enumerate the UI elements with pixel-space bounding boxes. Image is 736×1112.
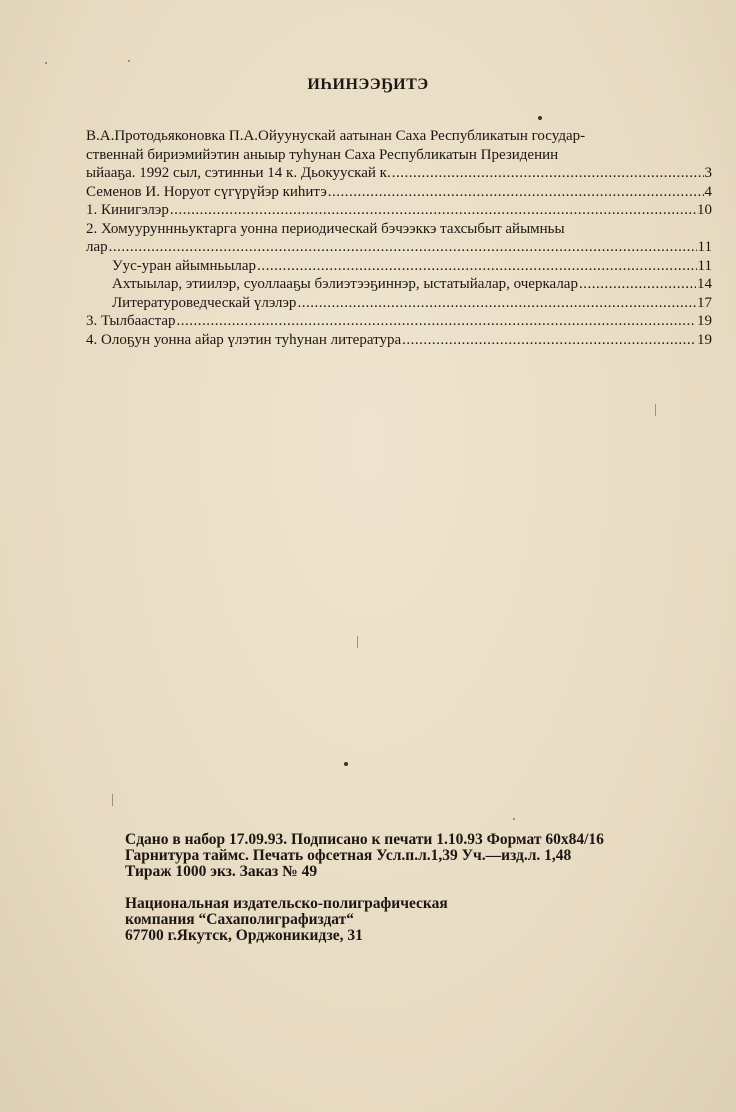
toc-page-number: 19	[697, 313, 712, 329]
toc-entry	[86, 201, 712, 220]
toc-entry-title: Семенов И. Норуот сүгүрүйэр киһитэ	[86, 183, 327, 200]
imprint-print-details	[125, 832, 685, 880]
imprint-publisher	[125, 896, 685, 944]
toc-entry-title: Уус-уран айымньылар	[112, 257, 257, 274]
speck	[45, 62, 47, 64]
toc-entry	[86, 275, 712, 294]
page-title: ИҺИНЭЭҔИТЭ	[307, 76, 429, 93]
speck	[538, 116, 542, 120]
imprint-line: Национальная издательско-полиграфическая	[125, 895, 448, 912]
speck	[344, 762, 348, 766]
imprint-line: компания “Сахаполиграфиздат“	[125, 911, 354, 928]
toc-entry-title: 4. Олоҕун уонна айар үлэтин туһунан литература	[86, 331, 402, 348]
table-of-contents	[86, 127, 712, 349]
imprint	[125, 832, 685, 960]
toc-page-number: 10	[697, 202, 712, 218]
speck	[513, 818, 515, 820]
toc-page-number: 19	[697, 331, 712, 348]
toc-entry	[86, 294, 712, 313]
imprint-line: Сдано в набор 17.09.93. Подписано к печати 1.10.93 Формат 60х84/16	[125, 831, 604, 848]
imprint-line: Тираж 1000 экз. Заказ № 49	[125, 863, 318, 880]
speck	[128, 60, 130, 62]
toc-entry	[86, 257, 712, 276]
toc-page-number: 14	[697, 276, 712, 292]
toc-entry-title: 3. Тылбаастар	[86, 313, 176, 329]
toc-entry-title: лар	[86, 239, 108, 255]
dot-leader	[402, 331, 696, 350]
dot-leader	[328, 183, 704, 202]
toc-page-number: 11	[697, 239, 712, 255]
imprint-line: 67700 г.Якутск, Орджоникидзе, 31	[125, 927, 363, 944]
toc-entry	[86, 312, 712, 331]
dot-leader	[392, 164, 704, 183]
toc-entry	[86, 183, 712, 202]
toc-entry-title: 1. Кинигэлэр	[86, 202, 169, 218]
toc-entry	[86, 331, 712, 350]
toc-entry	[86, 127, 712, 183]
toc-entry-line: В.А.Протодьяконовка П.А.Ойуунускай аатынан Саха Республикатын государ-	[86, 128, 586, 144]
toc-entry-line: ственнай бириэмийэтин аныыр туһунан Саха Республикатын Президенин	[86, 146, 559, 163]
toc-page-number: 4	[704, 183, 712, 200]
speck	[112, 794, 113, 806]
dot-leader	[109, 238, 697, 257]
speck	[357, 636, 358, 648]
dot-leader	[170, 201, 696, 220]
dot-leader	[297, 294, 696, 313]
imprint-line: Гарнитура таймс. Печать офсетная Усл.п.л.1,39 Уч.—изд.л. 1,48	[125, 847, 572, 864]
toc-page-number: 11	[697, 257, 712, 274]
toc-page-number: 17	[697, 294, 712, 311]
toc-entry	[86, 220, 712, 257]
dot-leader	[176, 312, 696, 331]
toc-entry-line: 2. Хомууруннньуктарга уонна периодическай бэчээккэ тахсыбыт айымньы	[86, 220, 565, 237]
toc-entry-title: ыйааҕа. 1992 сыл, сэтинньи 14 к. Дьокуускай к.	[86, 165, 391, 181]
dot-leader	[579, 275, 696, 294]
speck	[655, 404, 656, 416]
dot-leader	[257, 257, 696, 276]
toc-page-number: 3	[704, 165, 712, 181]
toc-entry-title: Ахтыылар, этиилэр, суоллааҕы бэлиэтээҕиннэр, ыстатыйалар, очеркалар	[112, 276, 578, 292]
toc-entry-title: Литературоведческай үлэлэр	[112, 294, 297, 311]
